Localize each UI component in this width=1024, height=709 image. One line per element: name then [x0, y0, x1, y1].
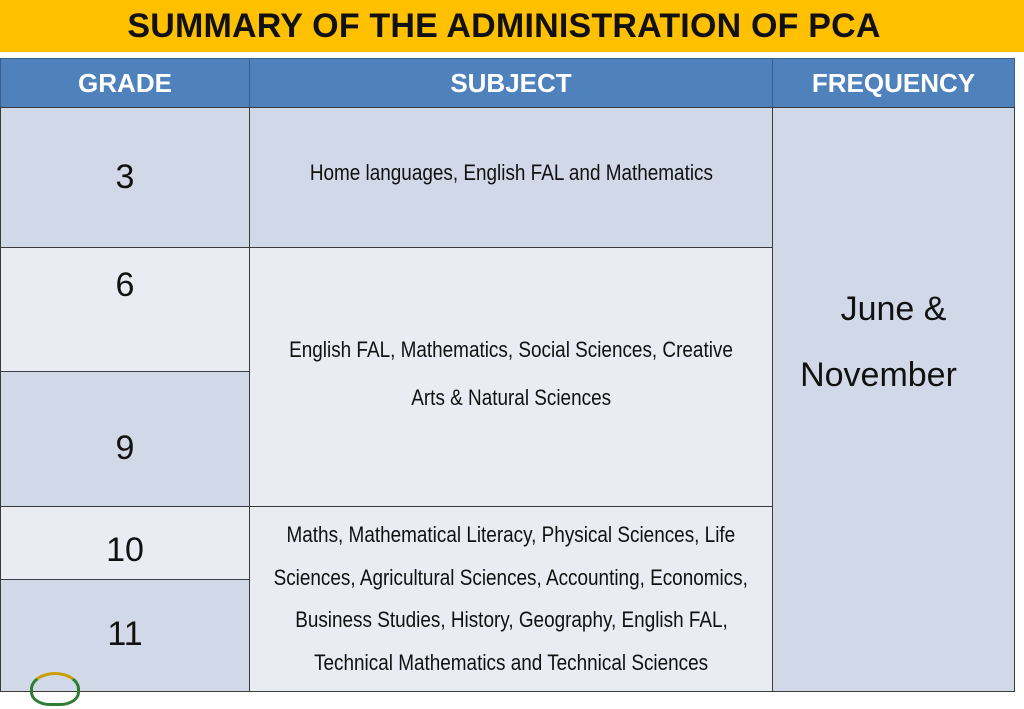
frequency-line: November — [800, 356, 957, 394]
header-frequency: FREQUENCY — [772, 58, 1015, 108]
frequency-line: June & — [840, 290, 947, 328]
subject-line: Maths, Mathematical Literacy, Physical Sciences, Life — [286, 522, 736, 547]
subject-line: Business Studies, History, Geography, English FAL, — [294, 607, 728, 632]
page-title: SUMMARY OF THE ADMINISTRATION OF PCA — [127, 6, 881, 45]
subject-line: Arts & Natural Sciences — [411, 385, 611, 410]
grade-cell-3: 3 — [0, 107, 250, 248]
frequency-cell — [772, 107, 1015, 692]
subject-line: Sciences, Agricultural Sciences, Accounting, Economics, — [273, 564, 749, 590]
header-subject: SUBJECT — [249, 58, 773, 108]
department-emblem-icon — [30, 672, 80, 706]
subject-line: Technical Mathematics and Technical Sciences — [313, 649, 709, 675]
title-bar — [0, 0, 1024, 54]
subject-cell-grade-3 — [249, 107, 773, 248]
grade-cell-10: 10 — [0, 506, 250, 580]
subject-cell-grade-6-9 — [249, 247, 773, 507]
grade-cell-11: 11 — [0, 579, 250, 692]
grade-cell-9: 9 — [0, 371, 250, 507]
subject-line: Home languages, English FAL and Mathematics — [309, 159, 713, 185]
grade-cell-6: 6 — [0, 247, 250, 372]
subject-cell-grade-10-11 — [249, 506, 773, 692]
subject-line: English FAL, Mathematics, Social Sciences, Creative — [289, 337, 733, 362]
header-grade: GRADE — [0, 58, 250, 108]
